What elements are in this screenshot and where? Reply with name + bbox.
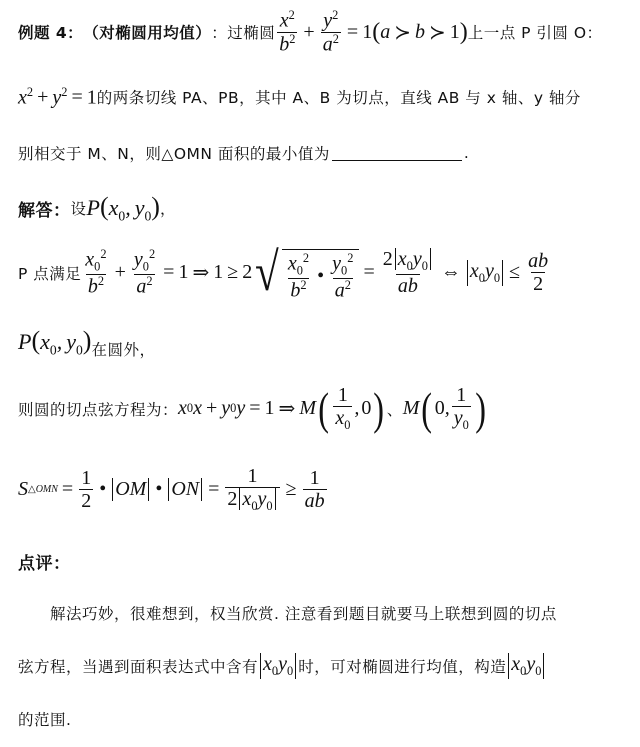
p-satisfies: P 点满足	[18, 265, 82, 283]
point-n: M ( 0 , $\frac{1}{y_0}$ )	[402, 382, 486, 434]
comment-para2b: 时，可对椭圆进行均值，构造	[298, 658, 507, 676]
point-p: $P(x_0$, $y_0$)	[86, 191, 160, 224]
problem-line-1	[18, 8, 603, 56]
outside-circle: 在圆外，	[91, 341, 156, 359]
ellipse-equation: $\frac{x^2}{b^2}$ + $\frac{y^2}{a^2}$ = 1 ( a ≻ b ≻ 1 )	[279, 7, 468, 56]
chord-equation: x 0 x + y 0 y = 1 ⇒ M ( $\frac{1}{x_0}$ , 0 )	[178, 382, 385, 434]
example-line2: 的两条切线 PA、PB，其中 A、B 为切点，直线 AB 与 x 轴、y 轴分	[96, 89, 581, 107]
solution-header	[18, 188, 176, 228]
comment-para1: 解法巧妙，很难想到，权当欣赏. 注意看到题目就要马上联想到圆的切点	[50, 605, 557, 623]
example-line3-end: .	[463, 144, 470, 162]
example-label: 例题 4：	[18, 24, 84, 42]
problem-line-3	[18, 140, 469, 166]
comment-para3: 的范围.	[18, 711, 72, 729]
comment-line-1	[50, 600, 557, 626]
example-text-ellipse: ：过椭圆	[211, 24, 276, 42]
chord-line	[18, 378, 488, 440]
solution-label: 解答：	[18, 200, 71, 221]
area-expression: S △OMN = $\frac{1}{2}$ • OM • ON = $\frac{1}{2 x_0y_0}$ ≥ $\frac{1}{ab}$	[18, 465, 325, 514]
chord-text: 则圆的切点弦方程为：	[18, 401, 179, 419]
comment-header	[18, 548, 71, 574]
inequality-chain: $\frac{x_0^2}{b^2}$ + $\frac{y_0^2}{a^2}$ = 1 ⇒ 1 ≥ 2 √ $\frac{x_0^2}{b^2}$ • $\frac{y_0^2}{a^2}$ = $\frac{2 x_0y_0}{ab}$ ⇔ $x_0y_0$ ≤ $\frac{ab}{2}$	[85, 241, 549, 302]
solution-set-end: ，	[159, 200, 176, 218]
comment-para2a: 弦方程，当遇到面积表达式中含有	[18, 658, 259, 676]
example-topic: （对椭圆用均值）	[83, 24, 212, 42]
comment-line-2	[18, 646, 546, 686]
area-line	[18, 458, 329, 522]
solution-set: 设	[70, 200, 87, 218]
example-text-point: 上一点 P 引圆 O：	[467, 24, 603, 42]
abs-x0y0-2: $x_0y_0$	[508, 653, 544, 679]
abs-x0y0: $x_0y_0$	[260, 653, 296, 679]
answer-blank	[332, 146, 462, 161]
problem-line-2	[18, 82, 581, 112]
point-p-2: $P(x_0$, $y_0$)	[18, 325, 92, 358]
chord-comma: 、	[386, 401, 403, 419]
outside-circle-line	[18, 322, 155, 362]
inequality-line	[18, 240, 552, 306]
comment-line-3	[18, 706, 71, 732]
circle-equation: $x^2 + y^2 = 1$	[18, 84, 97, 109]
comment-label: 点评：	[18, 553, 71, 574]
example-line3: 别相交于 M、N，则△OMN 面积的最小值为	[18, 145, 330, 163]
